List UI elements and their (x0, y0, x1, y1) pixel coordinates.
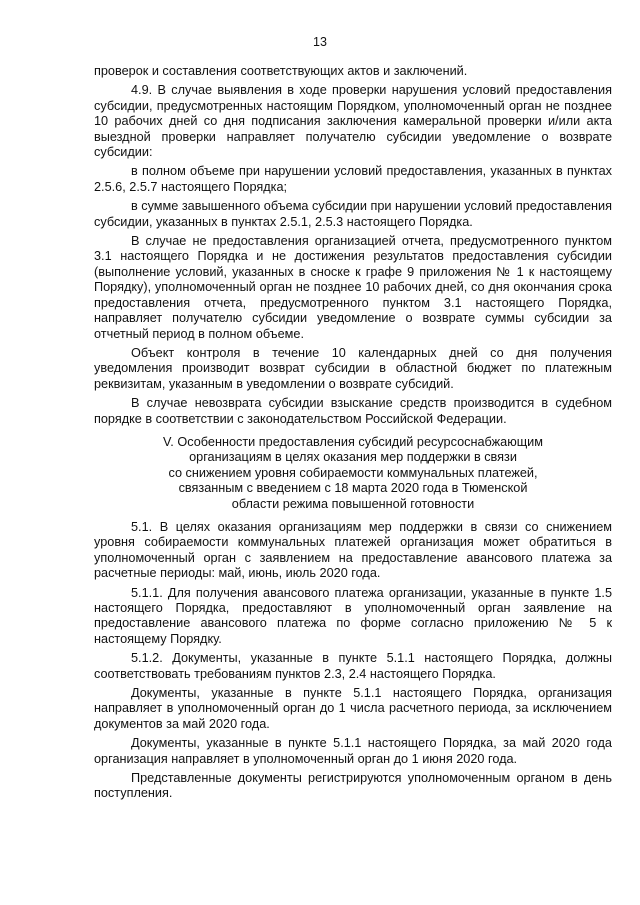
paragraph-excess-refund: в сумме завышенного объема субсидии при нарушении условий предоставления субсидии, указанных в пунктах 2.5.1, 2.5.3 настоящего Порядка. (94, 199, 612, 229)
paragraph-5-1-2: 5.1.2. Документы, указанные в пункте 5.1.1 настоящего Порядка, должны соответствовать требованиям пунктов 2.3, 2.4 настоящего Порядка. (94, 651, 612, 681)
paragraph-may-deadline: Документы, указанные в пункте 5.1.1 настоящего Порядка, за май 2020 года организация направляет в уполномоченный орган до 1 июня 2020 года. (94, 736, 612, 766)
document-body (94, 64, 612, 806)
section-heading-line: V. Особенности предоставления субсидий ресурсоснабжающим (163, 434, 543, 449)
paragraph-continuation: проверок и составления соответствующих актов и заключений. (94, 64, 468, 78)
section-heading-line: со снижением уровня собираемости коммунальных платежей, (168, 465, 538, 480)
section-heading (94, 435, 612, 512)
paragraph-5-1-1: 5.1.1. Для получения авансового платежа организации, указанные в пункте 1.5 настоящего Порядка, предоставляют в уполномоченный орган заявление на предоставление авансового платежа по форме согласно приложению № 5 к настоящему Порядку. (94, 585, 612, 646)
paragraph-4-9: 4.9. В случае выявления в ходе проверки нарушения условий предоставления субсидии, предусмотренных настоящим Порядком, уполномоченный орган не позднее 10 рабочих дней со дня подписания заключения камеральной проверки и/или акта выездной проверки направляет получателю субсидии уведомление о возврате субсидии: (94, 83, 612, 160)
paragraph-full-refund: в полном объеме при нарушении условий предоставления, указанных в пунктах 2.5.6, 2.5.7 настоящего Порядка; (94, 164, 612, 194)
paragraph-submission-deadline: Документы, указанные в пункте 5.1.1 настоящего Порядка, организация направляет в уполномоченный орган до 1 числа расчетного периода, за исключением документов за май 2020 года. (94, 686, 612, 731)
paragraph-court-recovery: В случае невозврата субсидии взыскание средств производится в судебном порядке в соответствии с законодательством Российской Федерации. (94, 396, 612, 426)
paragraph-no-report: В случае не предоставления организацией отчета, предусмотренного пунктом 3.1 настоящего Порядка и не достижения результатов предоставления субсидии (выполнение условий, указанных в сноске к графе 9 приложения № 1 к настоящему Порядку), уполномоченный орган не позднее 10 рабочих дней, со дня окончания срока предоставления отчета, предусмотренного пунктом 3.1 настоящего Порядка, направляет получателю субсидии уведомление о возврате суммы субсидии за отчетный период в полном объеме. (94, 234, 612, 341)
paragraph-registration: Представленные документы регистрируются уполномоченным органом в день поступления. (94, 771, 612, 801)
page-number: 13 (313, 35, 327, 49)
section-heading-line: области режима повышенной готовности (231, 496, 475, 511)
paragraph-refund-deadline: Объект контроля в течение 10 календарных дней со дня получения уведомления производит возврат субсидии в областной бюджет по платежным реквизитам, указанным в уведомлении о возврате субсидий. (94, 345, 612, 391)
section-heading-line: связанным с введением с 18 марта 2020 года в Тюменской (178, 481, 528, 496)
paragraph-5-1: 5.1. В целях оказания организациям мер поддержки в связи со снижением уровня собираемости коммунальных платежей организация может обратиться в уполномоченный орган с заявлением на предоставление авансового платежа за расчетные периоды: май, июнь, июль 2020 года. (94, 519, 612, 581)
section-heading-line: организациям в целях оказания мер поддержки в связи (189, 450, 517, 465)
